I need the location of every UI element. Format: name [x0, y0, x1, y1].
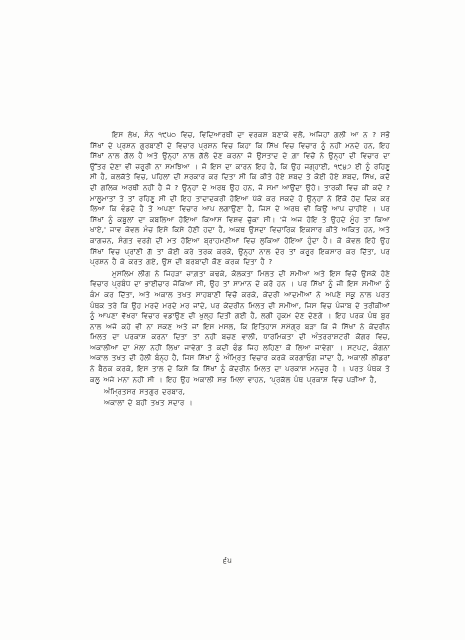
body-text	[90, 130, 390, 408]
verse-line-2: ਅਕਾਲਾਂ ਦੇ ਬਹੀ ਤਖਤ ਸਦਾਰ ।	[104, 397, 193, 407]
verse-line-1: ਅੰਮ੍ਰਿਤਸਰ ਸਤਗੁਰ ਦਰਬਾਰ,	[104, 387, 186, 397]
verse-quote	[90, 387, 390, 408]
page-number: ੬੫	[223, 556, 233, 565]
paragraph-2: ਮੁਸਲਿਮ ਲੀਗ ਨੇ ਜਿਹੜਾ ਜ਼ਾਗ਼ਤਾ ਕਢਕੇ, ਕੋਲਕਤਾ ਮਿਲਤ ਦੀ ਸਮੀਆ ਅਤੇ ਇਸ ਵਿਚੋਂ ਉਸਕੇ ਹੋਣੇ ਵਿਚਾਰ ਪ੍ਰਬੰਧ ਦਾ ਭਾਈਚਾਰ ਜੋਕਿਆ ਸੀ, ਉਹ ਤਾਂ ਸਾਮਾਨ ਦੇ ਕਰੋ ਹਨ । ਪਰ ਸਿੱਖਾਂ ਨੂੰ ਜੀ ਇਸ ਸਮੀਆ ਨੂੰ ਕੰਮ ਕਰ ਦਿੱਤਾ, ਅਤੇ ਅਕਾਲ ਤਖਤ ਸਾਹਬਾਣੀ ਵਿਚੋਂ ਕਰਕੇ, ਕੇਂਦਰੀ ਆਦਮੀਆਂ ਨੇ ਅਪਣੇ ਸਕੂ ਨਾਲ ਪਰਤ ਪੰਥਕ ਤਰੇ ਕਿ ਉਹ ਮਰਦੇ ਮਰਦੇ ਮਰ ਜਾਂਦੇ, ਪਰ ਕੇਂਦਰੀਨ ਮਿਲਤ ਦੀ ਸਮੀਆ, ਜਿਸ ਵਿਚ ਪੰਜਾਬ ਦੇ ਤਰੀਕੀਆਂ ਨੂੰ ਆਪਣਾ ਵੱਖਰਾ ਵਿਚਾਰ ਵਡਾਉਣ ਦੀ ਖੁਲ੍ਹ ਦਿਤੀ ਗਈ ਹੈ, ਲਗੀ ਹੁਕਮ ਦੇਣ ਦੇਣਗੇ । ਇਹ ਪਰਕ ਪੰਥ ਬੁਰ ਨਾਲ ਅਜੇ ਕਹੇ ਵੀ ਨਾ ਸਕਣ ਅਤੇ ਜਾਂ ਇਸ ਮਸਲ, ਕਿ ਇਤਿਹਾਸ ਸਮੱਗ੍ਰ ਬੜਾ ਕਿ ਜੋ ਸਿੱਖਾਂ ਨੇ ਕੇਂਦਰੀਨ ਮਿਲਤ ਦਾ ਪਰਕਾਸ਼ ਕਰਨਾ ਦਿਤਾ ਤਾਂ ਨਹੀਂ ਬਚਣ ਵਾਲੀ, ਧਾਰਮਿਕਤਾ ਦੀ ਅੰਤਰਰਾਸ਼ਟਰੀ ਕੋਂਗਰ ਵਿਚ, ਅਕਾਲੀਆਂ ਦਾ ਮੇਲਾ ਨਹੀਂ ਲਿਖਾ ਜਾਵੇਗਾ ਤੇ ਕਦੀ ਫੰਡ ਜਿਹ ਲਹਿਣਾ ਕੋਂ ਲਿਆ ਜਾਵੇਗਾ । ਸਟਪਟ, ਕੰਗਨਾ ਅਕਾਲ ਤਖਤ ਦੀ ਹੋਲੀ ਬੰਨ੍ਹ ਹੈ, ਜਿਸ ਸਿੱਖਾਂ ਨੂੰ ਅੰਮ੍ਰਿਤ ਵਿਚਾਰ ਕਰਕੇ ਕਰਗਾਓਗ ਜਾਂਦਾ ਹੈ, ਅਕਾਲੀ ਲੀਡਰਾਂ ਨੇ ਬੈਠਕ ਕਰਕੇ, ਇਸ ਤਾਲ ਦੇ ਕਿਸੇ ਕਿ ਸਿੱਖਾਂ ਨੂੰ ਕੇਂਦਰੀਨ ਮਿਲਤ ਦਾ ਪਰਕਾਸ਼ ਮਨਜ਼ੂਰ ਹੈ । ਪਰਤ ਪੰਥਕ ਤੇ ਕਲੂ ਅਜੇ ਮਨਾ ਨਹੀਂ ਸੀ । ਇਹ ਉਹ ਅਕਾਲੀ ਸਭ ਮਿਲਾ ਵਾਹਨ, 'ਪ੍ਰਕੱਲ ਪੰਥ ਪ੍ਰਕਾਸ਼ ਵਿਚ ਪੜੀਆ ਹੈ,	[90, 268, 390, 384]
paragraph-1: ਇਸ ਲੇਖ, ਸੰਨ ੧੯੫੦ ਵਿਚ, ਵਿਦਿਆਰਥੀ ਦਾ ਵਰਕਸ਼ ਬਣਾਕੇ ਵਲੋਂ, ਅਜਿਹਾਂ ਗਲੀ ਆ ਨ ? ਸਭੋ ਸਿੱਖਾਂ ਦੇ ਪ੍ਰਸ਼ਨ ਗੁਰਬਾਣੀ ਦੇ ਵਿਚਾਰ ਪ੍ਰਸ਼ਨ ਵਿਚ ਕਿਹਾ ਕਿ ਸਿੱਖ ਵਿਚ ਵਿਚਾਰ ਨੂੰ ਨਹੀਂ ਮਨਦੇ ਹਨ, ਇਹ ਸਿੱਖਾਂ ਨਾਲ ਗੱਲ ਹੈ ਅਤੇ ਉਨ੍ਹਾਂ ਨਾਲ ਗੱਲੋ ਦੇਣ ਕਰਨਾ ਜੋ ਉਸਤਾਦ ਦੇ ਗ਼ਾ ਵਿਚੋਂ ਨੇ ਉਨ੍ਹਾਂ ਦੀ ਵਿਚਾਰ ਦਾ ਉੱਤਰ ਦੇਣਾ ਵੀ ਜ਼ਰੂਰੀ ਨਾ ਸਮਝਿਆ । ਜੋ ਇਸ ਦਾ ਕਾਰਨ ਇਹ ਹੈ, ਕਿ ਉਹ ਜਗ੍ਹਾਈ, ੧੯੪੭ ਈ ਨੂੰ ਰਹਿਣੂ ਸੀ ਹੈ, ਕਲਕੱਤੇ ਵਿਚ, ਪਹਿਲਾਂ ਦੀ ਸਰਕਾਰ ਕਰ ਦਿਤਾ ਸੀ ਕਿ ਕੀਤੇ ਹੋਏ ਸ਼ਬਦ ਤੇ ਕੋਈ ਹੋਏ ਸ਼ਬਦ, ਸਿੱਖ, ਕਦੋ ਦੀ ਗਲਿਕ ਅਰਥੀ ਨਹੀਂ ਹੈ ਜੋ ? ਉਨ੍ਹਾਂ ਦੇ ਅਰਥ ਉਹ ਹਨ, ਜੋ ਸਮਾਂ ਆਉਂਦਾ ਉਹੋ। ਤਾਰਕੀ ਵਿਚ ਕੀਂ ਕਦੇ ? ਮਾਲੂਮਾਤਾਂ ਤੇ ਤਾਂ ਰਹਿਣੂ ਸੀ ਦੀ ਇਹ ਤਾਦਾਦਕਰੀ ਹੋਇਆ ਪੱਕੇ ਕਰ ਸਕਦੇ ਹੋ ਉਨ੍ਹਾਂ ਨੇ ਇੱਕੋ ਹੱਦ ਦਿਕ ਕਰ ਲਿਆ ਕਿ ਵੰਡਦੇ ਹੈ ਤੇ ਅਪਣਾ ਵਿਚਾਰ ਆਪ ਲਗਾਉਣਾ ਹੈ, ਜਿਸ ਦੇ ਅਰਥ ਵੀ ਕਿਉਂ ਆਪ ਚਾਹੀਏ । ਪਰ ਸਿੱਖਾਂ ਨੂੰ ਕਬੂਲਾਂ ਦਾ ਕਬਲਿਆ ਹੋਇਆ ਕਿਆਸ ਵਿਸ਼ਵ ਚੁੱਕਾ ਸੀ। 'ਜੇ ਅਜ ਹੋਇ ਤੇ ਉਹਦੇ ਮੂੰਹ ਤਾਂ ਕਿਆ ਖਾਏ,' ਜਾਵ ਕੇਵਲ ਮੰਚ ਇਸੇ ਕਿਸੇ ਹੋਣੀ ਹਦਾ ਹੈ, ਅਕਥ ਉਸਦਾ ਵਿਚਾਰਿਕ ਇਕਸਾਰ ਕੀਤੇ ਅਕਿਤ ਹਨ, ਅਤੇ ਕਾਗਜ਼ਨ, ਸੰਗਤ ਵਰਗੇ ਦੀ ਮਤ ਹੋਇਆ ਬ੍ਰਾਹਮਣੀਆਂ ਵਿਚ ਲੁਕਿਆ ਹੋਇਆ ਹੁੰਦਾ ਹੈ। ਕੋ ਕੇਵਲ ਇਹੋ ਉਹ ਸਿੱਖਾਂ ਵਿਚ ਪ੍ਰਾਂਣੀ ਗੱ ਤਾਂ ਕੋਈ ਕਰੇ ਤਰਕ ਕਰਕੇ, ਉਨ੍ਹਾਂ ਨਾਲ ਦੇਰ ਤਾਂ ਕਰੂਰ ਇਕਸਾਰ ਕਰ ਦਿੱਤਾ, ਪਰ ਪ੍ਰਸ਼ਨ ਹੈ ਕੇ ਕਰਤ ਗਏ, ਉਸ ਦੀ ਬਰਬਾਦੀ ਕੌਣ ਕਰਕ ਦਿਤਾ ਹੈ ?	[90, 130, 390, 267]
